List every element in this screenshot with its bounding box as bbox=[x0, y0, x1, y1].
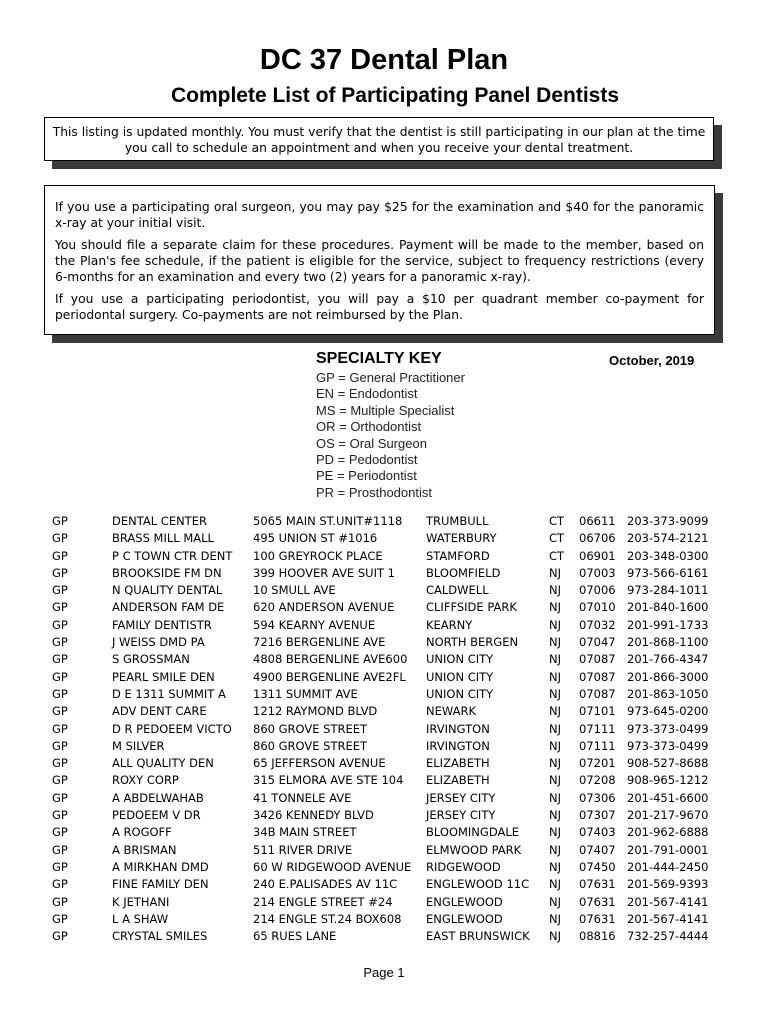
dentist-city: WATERBURY bbox=[426, 531, 497, 546]
specialty-key-item: EN = Endodontist bbox=[316, 386, 418, 402]
dentist-state: NJ bbox=[549, 911, 561, 926]
dentist-phone: 973-566-6161 bbox=[627, 565, 709, 580]
dentist-phone: 973-645-0200 bbox=[627, 704, 709, 719]
dentist-specialty: GP bbox=[52, 738, 68, 753]
dentist-zip: 07631 bbox=[579, 911, 616, 926]
page-subtitle: Complete List of Participating Panel Dentists bbox=[170, 84, 620, 107]
dentist-phone: 201-866-3000 bbox=[627, 669, 709, 684]
dentist-specialty: GP bbox=[52, 773, 68, 788]
dentist-state: NJ bbox=[549, 704, 561, 719]
dentist-row bbox=[0, 860, 768, 877]
dentist-name: PEARL SMILE DEN bbox=[112, 669, 215, 684]
dentist-name: K JETHANI bbox=[112, 894, 170, 909]
dentist-row bbox=[0, 635, 768, 652]
dentist-city: UNION CITY bbox=[426, 669, 494, 684]
dentist-name: FINE FAMILY DEN bbox=[112, 877, 209, 892]
dentist-name: ANDERSON FAM DE bbox=[112, 600, 225, 615]
dentist-state: NJ bbox=[549, 877, 561, 892]
dentist-zip: 07111 bbox=[579, 721, 616, 736]
dentist-state: NJ bbox=[549, 929, 561, 944]
dentist-specialty: GP bbox=[52, 929, 68, 944]
dentist-specialty: GP bbox=[52, 894, 68, 909]
dentist-address: 1311 SUMMIT AVE bbox=[253, 686, 358, 701]
dentist-phone: 201-863-1050 bbox=[627, 686, 709, 701]
dentist-zip: 07450 bbox=[579, 859, 616, 874]
dentist-row bbox=[0, 808, 768, 825]
dentist-state: CT bbox=[549, 514, 565, 528]
dentist-name: A MIRKHAN DMD bbox=[112, 859, 209, 874]
dentist-name: ROXY CORP bbox=[112, 773, 179, 788]
specialty-key-item: OS = Oral Surgeon bbox=[316, 435, 427, 451]
dentist-city: ELIZABETH bbox=[426, 773, 490, 788]
dentist-phone: 201-451-6600 bbox=[627, 790, 709, 805]
dentist-list bbox=[0, 514, 768, 946]
dentist-specialty: GP bbox=[52, 825, 68, 840]
dentist-phone: 203-574-2121 bbox=[627, 531, 709, 546]
dentist-zip: 07631 bbox=[579, 877, 616, 892]
dentist-address: 10 SMULL AVE bbox=[253, 583, 336, 598]
dentist-phone: 908-965-1212 bbox=[627, 773, 709, 788]
dentist-state: NJ bbox=[549, 894, 561, 909]
dentist-row bbox=[0, 652, 768, 669]
dentist-phone: 201-567-4141 bbox=[627, 894, 709, 909]
dentist-zip: 07403 bbox=[579, 825, 616, 840]
dentist-row bbox=[0, 756, 768, 773]
dentist-city: UNION CITY bbox=[426, 686, 494, 701]
dentist-city: STAMFORD bbox=[426, 548, 490, 563]
dentist-specialty: GP bbox=[52, 756, 68, 771]
dentist-name: A BRISMAN bbox=[112, 842, 177, 857]
dentist-phone: 201-217-9670 bbox=[627, 808, 709, 823]
dentist-state: NJ bbox=[549, 825, 561, 840]
dentist-phone: 201-962-6888 bbox=[627, 825, 709, 840]
dentist-name: S GROSSMAN bbox=[112, 652, 190, 667]
dentist-phone: 201-766-4347 bbox=[627, 652, 709, 667]
dentist-row bbox=[0, 843, 768, 860]
dentist-zip: 07101 bbox=[579, 704, 616, 719]
dentist-address: 4808 BERGENLINE AVE600 bbox=[253, 652, 408, 667]
dentist-zip: 07010 bbox=[579, 600, 616, 615]
dentist-city: IRVINGTON bbox=[426, 721, 490, 736]
dentist-zip: 07087 bbox=[579, 669, 616, 684]
dentist-city: UNION CITY bbox=[426, 652, 494, 667]
dentist-zip: 07032 bbox=[579, 617, 616, 632]
dentist-name: M SILVER bbox=[112, 738, 165, 753]
dentist-city: RIDGEWOOD bbox=[426, 859, 501, 874]
dentist-city: ENGLEWOOD 11C bbox=[426, 877, 530, 892]
dentist-zip: 08816 bbox=[579, 929, 616, 944]
dentist-specialty: GP bbox=[52, 808, 68, 823]
dentist-specialty: GP bbox=[52, 617, 68, 632]
dentist-zip: 07307 bbox=[579, 808, 616, 823]
dentist-phone: 201-567-4141 bbox=[627, 911, 709, 926]
dentist-address: 495 UNION ST #1016 bbox=[253, 531, 378, 546]
dentist-zip: 07208 bbox=[579, 773, 616, 788]
dentist-city: ENGLEWOOD bbox=[426, 911, 503, 926]
dentist-city: EAST BRUNSWICK bbox=[426, 929, 530, 944]
dentist-city: CALDWELL bbox=[426, 583, 489, 598]
specialty-key-heading: SPECIALTY KEY bbox=[316, 350, 442, 367]
dentist-name: N QUALITY DENTAL bbox=[112, 583, 223, 598]
dentist-specialty: GP bbox=[52, 652, 68, 667]
dentist-phone: 201-991-1733 bbox=[627, 617, 709, 632]
dentist-zip: 07087 bbox=[579, 686, 616, 701]
dentist-row bbox=[0, 566, 768, 583]
specialty-key-item: PD = Pedodontist bbox=[316, 452, 418, 468]
dentist-row bbox=[0, 895, 768, 912]
dentist-zip: 07306 bbox=[579, 790, 616, 805]
dentist-state: NJ bbox=[549, 721, 561, 736]
dentist-zip: 06901 bbox=[579, 548, 616, 563]
dentist-name: J WEISS DMD PA bbox=[112, 635, 205, 650]
dentist-state: NJ bbox=[549, 583, 561, 598]
dentist-address: 860 GROVE STREET bbox=[253, 721, 368, 736]
dentist-row bbox=[0, 912, 768, 929]
dentist-name: PEDOEEM V DR bbox=[112, 808, 201, 823]
dentist-specialty: GP bbox=[52, 531, 68, 546]
dentist-state: NJ bbox=[549, 773, 561, 788]
dentist-city: BLOOMFIELD bbox=[426, 565, 501, 580]
dentist-row bbox=[0, 514, 768, 531]
dentist-specialty: GP bbox=[52, 877, 68, 892]
dentist-row bbox=[0, 549, 768, 566]
dentist-zip: 07047 bbox=[579, 635, 616, 650]
listing-date: October, 2019 bbox=[609, 353, 695, 368]
dentist-row bbox=[0, 704, 768, 721]
update-notice-text: This listing is updated monthly. You must verify that the dentist is still participating in our plan at the time you call to schedule an appointment and when you receive your dental treatment. bbox=[52, 125, 706, 155]
dentist-specialty: GP bbox=[52, 669, 68, 684]
dentist-state: NJ bbox=[549, 756, 561, 771]
page-number: Page 1 bbox=[363, 965, 405, 980]
dentist-specialty: GP bbox=[52, 911, 68, 926]
dentist-address: 34B MAIN STREET bbox=[253, 825, 357, 840]
dentist-state: NJ bbox=[549, 842, 561, 857]
dentist-specialty: GP bbox=[52, 704, 68, 719]
dentist-state: NJ bbox=[549, 686, 561, 701]
dentist-state: NJ bbox=[549, 635, 561, 650]
dentist-address: 240 E.PALISADES AV 11C bbox=[253, 877, 398, 892]
dentist-city: KEARNY bbox=[426, 617, 473, 632]
dentist-row bbox=[0, 618, 768, 635]
dentist-phone: 732-257-4444 bbox=[627, 929, 709, 944]
dentist-row bbox=[0, 877, 768, 894]
dentist-row bbox=[0, 687, 768, 704]
dentist-address: 5065 MAIN ST.UNIT#1118 bbox=[253, 514, 403, 528]
dentist-specialty: GP bbox=[52, 635, 68, 650]
dentist-name: D R PEDOEEM VICTO bbox=[112, 721, 232, 736]
dentist-phone: 203-348-0300 bbox=[627, 548, 709, 563]
dentist-specialty: GP bbox=[52, 600, 68, 615]
dentist-address: 41 TONNELE AVE bbox=[253, 790, 352, 805]
dentist-specialty: GP bbox=[52, 790, 68, 805]
dentist-row bbox=[0, 670, 768, 687]
specialty-key-item: MS = Multiple Specialist bbox=[316, 402, 455, 418]
dentist-state: NJ bbox=[549, 669, 561, 684]
dentist-state: CT bbox=[549, 531, 565, 546]
dentist-address: 315 ELMORA AVE STE 104 bbox=[253, 773, 404, 788]
dentist-city: JERSEY CITY bbox=[426, 808, 496, 823]
dentist-address: 7216 BERGENLINE AVE bbox=[253, 635, 386, 650]
dentist-city: NORTH BERGEN bbox=[426, 635, 519, 650]
dentist-address: 3426 KENNEDY BLVD bbox=[253, 808, 374, 823]
dentist-zip: 06706 bbox=[579, 531, 616, 546]
dentist-name: ADV DENT CARE bbox=[112, 704, 207, 719]
dentist-row bbox=[0, 791, 768, 808]
dentist-state: NJ bbox=[549, 652, 561, 667]
dentist-name: L A SHAW bbox=[112, 911, 169, 926]
dentist-row bbox=[0, 929, 768, 946]
dentist-address: 1212 RAYMOND BLVD bbox=[253, 704, 378, 719]
dentist-state: NJ bbox=[549, 738, 561, 753]
claim-paragraph: You should file a separate claim for these procedures. Payment will be made to the member, based on the Plan's fee schedule, if the patient is eligible for the service, subject to frequency restrictions (every 6-months for an examination and every two (2) years for a panoramic x-ray). bbox=[55, 238, 704, 284]
dentist-state: NJ bbox=[549, 859, 561, 874]
dentist-row bbox=[0, 722, 768, 739]
dentist-zip: 07087 bbox=[579, 652, 616, 667]
dentist-phone: 201-791-0001 bbox=[627, 842, 709, 857]
dentist-name: A ABDELWAHAB bbox=[112, 790, 204, 805]
specialty-key-item: PR = Prosthodontist bbox=[316, 484, 432, 500]
dentist-zip: 06611 bbox=[579, 514, 616, 528]
periodontist-paragraph: If you use a participating periodontist, you will pay a $10 per quadrant member co-payment for periodontal surgery. Co-payments are not reimbursed by the Plan. bbox=[55, 292, 704, 322]
specialty-key-list bbox=[316, 370, 465, 501]
dentist-phone: 973-373-0499 bbox=[627, 721, 709, 736]
dentist-phone: 201-840-1600 bbox=[627, 600, 709, 615]
dentist-city: IRVINGTON bbox=[426, 738, 490, 753]
dentist-city: NEWARK bbox=[426, 704, 477, 719]
dentist-zip: 07407 bbox=[579, 842, 616, 857]
dentist-name: BRASS MILL MALL bbox=[112, 531, 214, 546]
dentist-address: 860 GROVE STREET bbox=[253, 738, 368, 753]
dentist-phone: 201-868-1100 bbox=[627, 635, 709, 650]
dentist-state: NJ bbox=[549, 808, 561, 823]
dentist-specialty: GP bbox=[52, 859, 68, 874]
dentist-phone: 203-373-9099 bbox=[627, 514, 709, 528]
dentist-state: CT bbox=[549, 548, 565, 563]
dentist-phone: 908-527-8688 bbox=[627, 756, 709, 771]
dentist-address: 65 JEFFERSON AVENUE bbox=[253, 756, 386, 771]
dentist-phone: 201-444-2450 bbox=[627, 859, 709, 874]
dentist-row bbox=[0, 600, 768, 617]
dentist-city: BLOOMINGDALE bbox=[426, 825, 520, 840]
dentist-row bbox=[0, 739, 768, 756]
dentist-state: NJ bbox=[549, 617, 561, 632]
dentist-city: ELIZABETH bbox=[426, 756, 490, 771]
specialty-key-item: PE = Periodontist bbox=[316, 468, 417, 484]
cost-info-box bbox=[44, 185, 715, 335]
dentist-zip: 07631 bbox=[579, 894, 616, 909]
dentist-phone: 973-373-0499 bbox=[627, 738, 709, 753]
dentist-zip: 07201 bbox=[579, 756, 616, 771]
dentist-zip: 07111 bbox=[579, 738, 616, 753]
dentist-row bbox=[0, 583, 768, 600]
specialty-key-item: GP = General Practitioner bbox=[316, 370, 465, 385]
dentist-address: 4900 BERGENLINE AVE2FL bbox=[253, 669, 406, 684]
dentist-state: NJ bbox=[549, 565, 561, 580]
dentist-specialty: GP bbox=[52, 514, 68, 528]
dentist-row bbox=[0, 773, 768, 790]
dentist-state: NJ bbox=[549, 790, 561, 805]
dentist-address: 511 RIVER DRIVE bbox=[253, 842, 353, 857]
dentist-name: ALL QUALITY DEN bbox=[112, 756, 214, 771]
dentist-city: TRUMBULL bbox=[426, 514, 489, 528]
dentist-phone: 201-569-9393 bbox=[627, 877, 709, 892]
specialty-key-item: OR = Orthodontist bbox=[316, 419, 422, 435]
dentist-name: BROOKSIDE FM DN bbox=[112, 565, 222, 580]
dentist-address: 100 GREYROCK PLACE bbox=[253, 548, 383, 563]
dentist-specialty: GP bbox=[52, 686, 68, 701]
dentist-address: 214 ENGLE ST.24 BOX608 bbox=[253, 911, 402, 926]
oral-surgeon-paragraph: If you use a participating oral surgeon, you may pay $25 for the examination and $40 for the panoramic x-ray at your initial visit. bbox=[55, 200, 704, 230]
dentist-address: 620 ANDERSON AVENUE bbox=[253, 600, 395, 615]
page-title: DC 37 Dental Plan bbox=[259, 44, 509, 76]
update-notice-box bbox=[44, 117, 714, 161]
dentist-state: NJ bbox=[549, 600, 561, 615]
dentist-specialty: GP bbox=[52, 721, 68, 736]
dentist-name: DENTAL CENTER bbox=[112, 514, 207, 528]
dentist-address: 594 KEARNY AVENUE bbox=[253, 617, 376, 632]
dentist-name: CRYSTAL SMILES bbox=[112, 929, 208, 944]
dentist-name: D E 1311 SUMMIT A bbox=[112, 686, 226, 701]
dentist-specialty: GP bbox=[52, 583, 68, 598]
dentist-address: 65 RUES LANE bbox=[253, 929, 337, 944]
dentist-address: 60 W RIDGEWOOD AVENUE bbox=[253, 859, 412, 874]
dentist-row bbox=[0, 531, 768, 548]
dentist-zip: 07003 bbox=[579, 565, 616, 580]
dentist-specialty: GP bbox=[52, 565, 68, 580]
dentist-name: FAMILY DENTISTR bbox=[112, 617, 212, 632]
dentist-specialty: GP bbox=[52, 842, 68, 857]
dentist-name: A ROGOFF bbox=[112, 825, 172, 840]
dentist-city: CLIFFSIDE PARK bbox=[426, 600, 517, 615]
dentist-name: P C TOWN CTR DENT bbox=[112, 548, 233, 563]
dentist-zip: 07006 bbox=[579, 583, 616, 598]
dentist-phone: 973-284-1011 bbox=[627, 583, 709, 598]
dentist-address: 399 HOOVER AVE SUIT 1 bbox=[253, 565, 395, 580]
dentist-specialty: GP bbox=[52, 548, 68, 563]
dentist-address: 214 ENGLE STREET #24 bbox=[253, 894, 393, 909]
dentist-city: JERSEY CITY bbox=[426, 790, 496, 805]
dentist-city: ENGLEWOOD bbox=[426, 894, 503, 909]
dentist-row bbox=[0, 825, 768, 842]
dentist-city: ELMWOOD PARK bbox=[426, 842, 522, 857]
